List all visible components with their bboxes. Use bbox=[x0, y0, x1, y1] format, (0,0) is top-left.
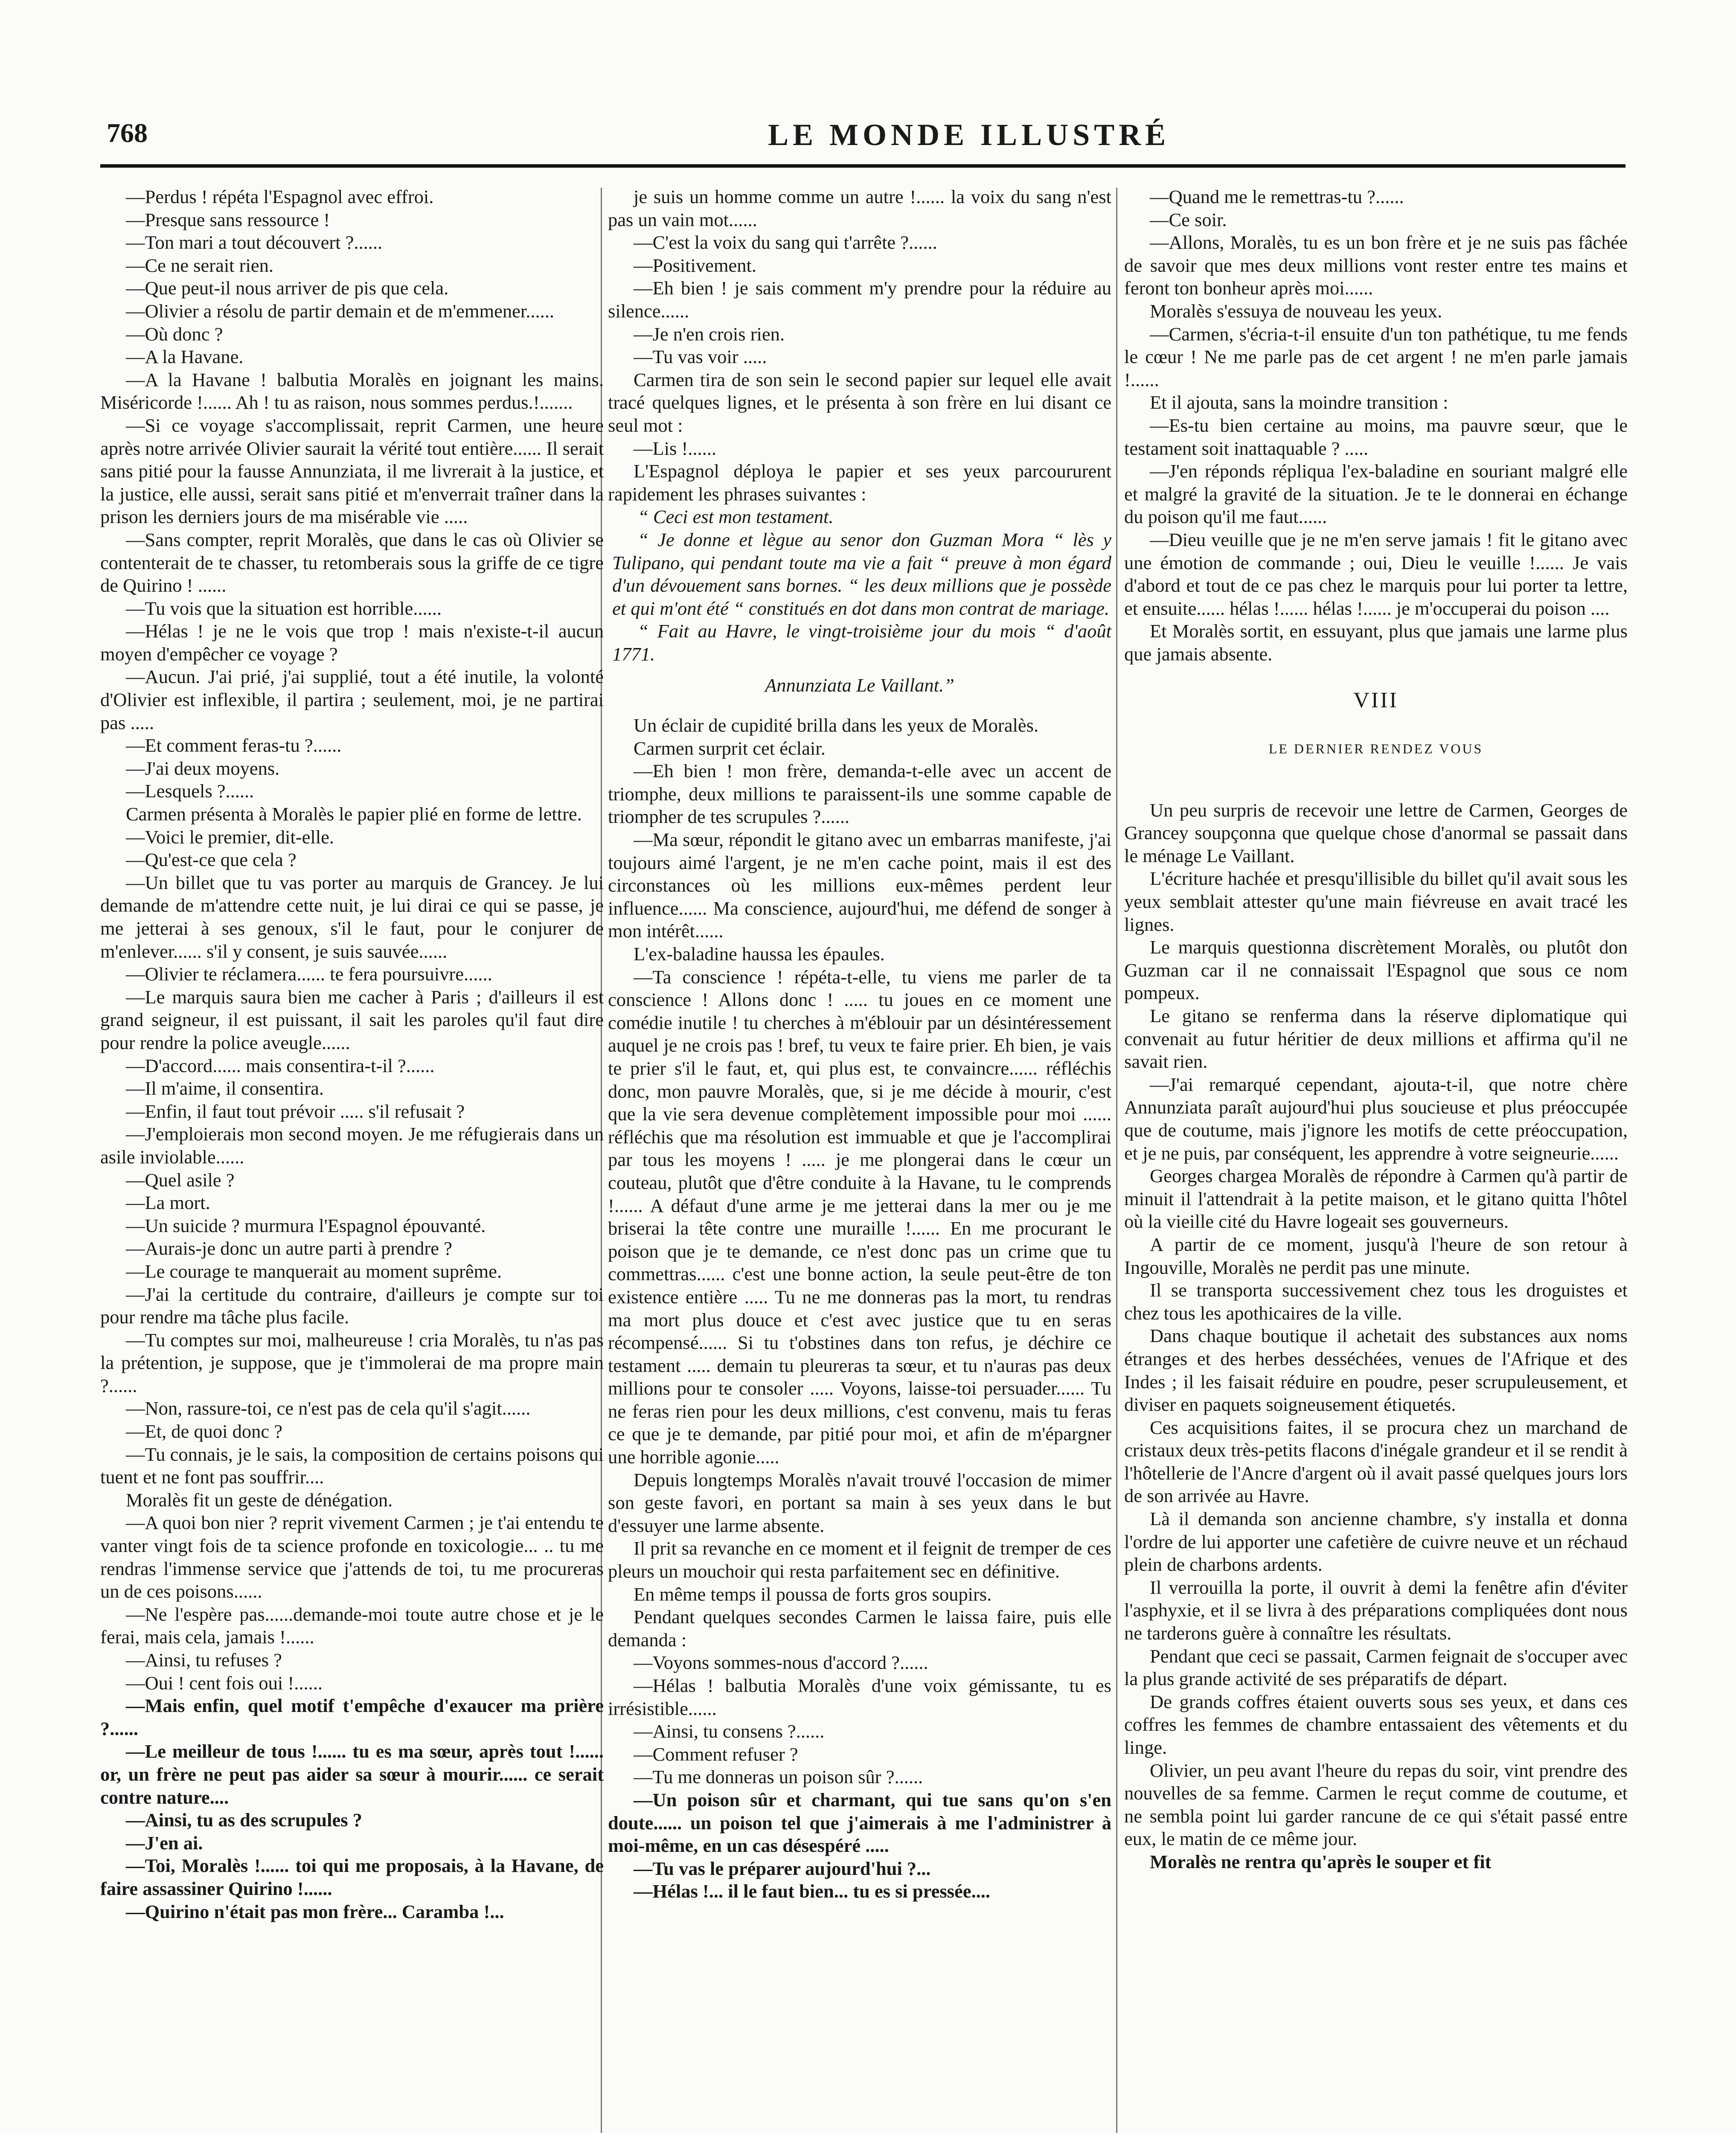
paragraph: —Mais enfin, quel motif t'empêche d'exaucer ma prière ?...... bbox=[100, 1695, 604, 1739]
paragraph: Carmen surprit cet éclair. bbox=[634, 737, 826, 759]
page-number: 768 bbox=[107, 118, 148, 148]
paragraph: —D'accord...... mais consentira-t-il ?...... bbox=[126, 1055, 435, 1076]
paragraph: —Tu vas voir ..... bbox=[634, 346, 767, 368]
paragraph: “ Ceci est mon testament. bbox=[638, 506, 834, 528]
testament-signature: Annunziata Le Vaillant.” bbox=[765, 674, 954, 696]
paragraph: —Voici le premier, dit-elle. bbox=[126, 826, 334, 848]
paragraph: Moralès fit un geste de dénégation. bbox=[126, 1489, 393, 1511]
paragraph: Un peu surpris de recevoir une lettre de Carmen, Georges de Grancey soupçonna que quelque chose d'anormal se passait dans le ménage Le Vaillant. bbox=[1124, 799, 1628, 866]
paragraph: —Quirino n'était pas mon frère... Caramba !... bbox=[126, 1901, 504, 1922]
paragraph: —Je n'en crois rien. bbox=[634, 323, 785, 345]
paragraph: —Le meilleur de tous !...... tu es ma sœur, après tout !...... or, un frère ne peut pas aider sa sœur à mourir...... ce serait contre nature.... bbox=[100, 1741, 604, 1808]
paragraph: Un éclair de cupidité brilla dans les yeux de Moralès. bbox=[634, 715, 1039, 736]
paragraph: —Ce ne serait rien. bbox=[126, 254, 273, 276]
paragraph: “ Fait au Havre, le vingt-troisième jour du mois “ d'août 1771. bbox=[612, 620, 1111, 665]
paragraph: Le gitano se renferma dans la réserve diplomatique qui convenait au futur héritier de deux millions et affirma qu'il ne savait rien. bbox=[1124, 1005, 1628, 1072]
paragraph: —Tu vas le préparer aujourd'hui ?... bbox=[634, 1857, 931, 1879]
paragraph: Il verrouilla la porte, il ouvrit à demi la fenêtre afin d'éviter l'asphyxie, et il se livra à des préparations compliquées dont nous ne tarderons guère à connaître les résultats. bbox=[1124, 1576, 1628, 1644]
paragraph: —Allons, Moralès, tu es un bon frère et je ne suis pas fâchée de savoir que mes deux millions vont rester entre tes mains et feront ton bonheur après moi...... bbox=[1124, 232, 1628, 299]
paragraph: —Olivier a résolu de partir demain et de m'emmener...... bbox=[126, 300, 554, 322]
paragraph: —Carmen, s'écria-t-il ensuite d'un ton pathétique, tu me fends le cœur ! Ne me parle pas de cet argent ! ne m'en parle jamais !...... bbox=[1124, 323, 1628, 390]
paragraph: Le marquis questionna discrètement Moralès, ou plutôt don Guzman car il ne connaissait l'Espagnol que sous ce nom pompeux. bbox=[1124, 936, 1628, 1004]
column-2 bbox=[608, 186, 1111, 1903]
paragraph: Moralès s'essuya de nouveau les yeux. bbox=[1150, 300, 1442, 322]
column-1 bbox=[100, 186, 604, 1923]
paragraph: —Ce soir. bbox=[1150, 209, 1227, 230]
header-rule bbox=[100, 164, 1626, 168]
paragraph: —Ton mari a tout découvert ?...... bbox=[126, 232, 383, 253]
paragraph: —Et, de quoi donc ? bbox=[126, 1421, 283, 1442]
paragraph: —Un billet que tu vas porter au marquis de Grancey. Je lui demande de m'attendre cette nuit, je lui dirai ce qui se passe, je me jetterai à ses genoux, s'il le faut, pour le conjurer de m'enlever...... s'il y consent, je suis sauvée...... bbox=[100, 872, 604, 962]
paragraph: —Où donc ? bbox=[126, 323, 223, 345]
paragraph: —Un poison sûr et charmant, qui tue sans qu'on s'en doute...... un poison tel que j'aimerais à me l'administrer à moi-même, en un cas désespéré ..... bbox=[608, 1789, 1111, 1857]
paragraph: L'écriture hachée et presqu'illisible du billet qu'il avait sous les yeux semblait attester qu'une main fiévreuse en avait tracé les lignes. bbox=[1124, 868, 1628, 935]
paragraph: —J'en réponds répliqua l'ex-baladine en souriant malgré elle et malgré la gravité de la situation. Je te le donnerai en échange du poison qu'il me faut...... bbox=[1124, 460, 1628, 528]
paragraph: —Le courage te manquerait au moment suprême. bbox=[126, 1260, 502, 1282]
paragraph: Olivier, un peu avant l'heure du repas du soir, vint prendre des nouvelles de sa femme. Carmen le reçut comme de coutume, et ne sembla point lui garder rancune de ce qui s'était passé entre eux, le matin de ce même jour. bbox=[1124, 1759, 1628, 1850]
paragraph: —Ma sœur, répondit le gitano avec un embarras manifeste, j'ai toujours aimé l'argent, je ne m'en cache point, mais il est des circonstances où les millions eux-mêmes perdent leur influence...... Ma conscience, aujourd'hui, me défend de songer à mon intérêt...... bbox=[608, 829, 1111, 942]
paragraph: —Quand me le remettras-tu ?...... bbox=[1150, 186, 1404, 207]
paragraph: —Olivier te réclamera...... te fera poursuivre...... bbox=[126, 963, 492, 985]
paragraph: je suis un homme comme un autre !...... la voix du sang n'est pas un vain mot...... bbox=[608, 186, 1111, 230]
paragraph: —Le marquis saura bien me cacher à Paris ; d'ailleurs il est grand seigneur, il est puissant, il sait les paroles qu'il faut dire pour rendre la police aveugle...... bbox=[100, 986, 604, 1053]
paragraph: —Enfin, il faut tout prévoir ..... s'il refusait ? bbox=[126, 1100, 465, 1122]
paragraph: —J'ai remarqué cependant, ajouta-t-il, que notre chère Annunziata paraît aujourd'hui plus soucieuse et plus préoccupée que de coutume, mais j'ignore les motifs de cette préoccupation, et je ne puis, par conséquent, les apprendre à votre seigneurie...... bbox=[1124, 1073, 1628, 1164]
paragraph: —C'est la voix du sang qui t'arrête ?...... bbox=[634, 232, 937, 253]
paragraph: Il se transporta successivement chez tous les droguistes et chez tous les apothicaires de la ville. bbox=[1124, 1279, 1628, 1324]
paragraph: —J'ai deux moyens. bbox=[126, 757, 280, 779]
paragraph: —Tu comptes sur moi, malheureuse ! cria Moralès, tu n'as pas la prétention, je suppose, que je t'immolerai de ma propre main ?...... bbox=[100, 1329, 604, 1396]
paragraph: —Presque sans ressource ! bbox=[126, 209, 330, 230]
paragraph: —Lis !...... bbox=[634, 437, 717, 459]
page-header bbox=[107, 117, 1736, 164]
paragraph: En même temps il poussa de forts gros soupirs. bbox=[634, 1583, 992, 1605]
paragraph: —Voyons sommes-nous d'accord ?...... bbox=[634, 1652, 928, 1674]
testament-quote bbox=[608, 506, 1111, 665]
paragraph: —Tu connais, je le sais, la composition de certains poisons qui tuent et ne font pas souffrir.... bbox=[100, 1443, 604, 1488]
paragraph: —Toi, Moralès !...... toi qui me proposais, à la Havane, de faire assassiner Quirino !...... bbox=[100, 1855, 604, 1899]
paragraph: —Tu vois que la situation est horrible...... bbox=[126, 597, 442, 619]
paragraph: Pendant que ceci se passait, Carmen feignait de s'occuper avec la plus grande activité de ses préparatifs de départ. bbox=[1124, 1645, 1628, 1690]
paragraph: —Un suicide ? murmura l'Espagnol épouvanté. bbox=[126, 1215, 486, 1236]
paragraph: —Si ce voyage s'accomplissait, reprit Carmen, une heure après notre arrivée Olivier saurait la vérité tout entière...... Il serait sans pitié pour la fausse Annunziata, il me livrerait à la justice, et la justice, elle aussi, serait sans pitié et m'enverrait traîner dans la prison les derniers jours de ma misérable vie ..... bbox=[100, 414, 604, 528]
paragraph: L'Espagnol déploya le papier et ses yeux parcoururent rapidement les phrases suivantes : bbox=[608, 460, 1111, 505]
paragraph: Ces acquisitions faites, il se procura chez un marchand de cristaux deux très-petits flacons d'inégale grandeur et il se rendit à l'hôtellerie de l'Ancre d'argent où il avait passé quelques jours lors de son arrivée au Havre. bbox=[1124, 1416, 1628, 1507]
paragraph: —Hélas ! balbutia Moralès d'une voix gémissante, tu es irrésistible...... bbox=[608, 1675, 1111, 1719]
paragraph: Pendant quelques secondes Carmen le laissa faire, puis elle demanda : bbox=[608, 1606, 1111, 1651]
paragraph: —J'emploierais mon second moyen. Je me réfugierais dans un asile inviolable...... bbox=[100, 1123, 604, 1168]
paragraph: —Il m'aime, il consentira. bbox=[126, 1078, 324, 1099]
paragraph: —A la Havane ! balbutia Moralès en joignant les mains. Miséricorde !...... Ah ! tu as raison, nous sommes perdus.!....... bbox=[100, 369, 604, 413]
paragraph: “ Je donne et lègue au senor don Guzman Mora “ lès y Tulipano, qui pendant toute ma vie a fait “ preuve à mon égard d'un dévouement sans bornes. “ les deux millions que je possède et qui m'ont été “ constitués en dot dans mon contrat de mariage. bbox=[612, 529, 1111, 619]
paragraph: —Positivement. bbox=[634, 254, 757, 276]
paragraph: Et Moralès sortit, en essuyant, plus que jamais une larme plus que jamais absente. bbox=[1124, 620, 1628, 665]
paragraph: —Tu me donneras un poison sûr ?...... bbox=[634, 1766, 923, 1788]
paragraph: —Dieu veuille que je ne m'en serve jamais ! fit le gitano avec une émotion de commande ; oui, Dieu le veuille !...... Je vais d'abord et tout de ce pas chez le marquis pour lui porter ta lettre, et ensuite...... hélas !...... hélas !...... je m'occuperai du poison .... bbox=[1124, 529, 1628, 619]
paragraph: Georges chargea Moralès de répondre à Carmen qu'à partir de minuit il l'attendrait à la petite maison, et le gitano quitta l'hôtel où la vieille cité du Havre logeait ses gouverneurs. bbox=[1124, 1165, 1628, 1232]
paragraph: —Ainsi, tu as des scrupules ? bbox=[126, 1809, 362, 1831]
paragraph: —Que peut-il nous arriver de pis que cela. bbox=[126, 277, 449, 299]
paragraph: Dans chaque boutique il achetait des substances aux noms étranges et des herbes desséchées, venues de l'Afrique et des Indes ; il les faisait réduire en poudre, peser scrupuleusement, et diviser en paquets soigneusement étiquetés. bbox=[1124, 1325, 1628, 1415]
paragraph: —Hélas !... il le faut bien... tu es si pressée.... bbox=[634, 1880, 990, 1902]
paragraph: Depuis longtemps Moralès n'avait trouvé l'occasion de mimer son geste favori, en portant sa main à ses yeux dans le but d'essuyer une larme absente. bbox=[608, 1469, 1111, 1536]
paragraph: —Perdus ! répéta l'Espagnol avec effroi. bbox=[126, 186, 434, 207]
paragraph: —A quoi bon nier ? reprit vivement Carmen ; je t'ai entendu te vanter vingt fois de ta science profonde en toxicologie... .. tu me rendras l'immense service que j'attends de toi, tu me procureras un de ces poisons...... bbox=[100, 1512, 604, 1602]
paragraph: —Aurais-je donc un autre parti à prendre ? bbox=[126, 1238, 452, 1259]
paragraph: —Eh bien ! mon frère, demanda-t-elle avec un accent de triomphe, deux millions te paraissent-ils une somme capable de triompher de tes scrupules ?...... bbox=[608, 760, 1111, 828]
paragraph: —Hélas ! je ne le vois que trop ! mais n'existe-t-il aucun moyen d'empêcher ce voyage ? bbox=[100, 620, 604, 665]
paragraph: —Qu'est-ce que cela ? bbox=[126, 849, 297, 871]
paragraph: Carmen présenta à Moralès le papier plié en forme de lettre. bbox=[126, 803, 582, 825]
paragraph: —Lesquels ?...... bbox=[126, 780, 254, 802]
paragraph: —Sans compter, reprit Moralès, que dans le cas où Olivier se contenterait de te chasser, tu retomberais sous la griffe de ce tigre de Quirino ! ...... bbox=[100, 529, 604, 596]
chapter-number: VIII bbox=[1353, 688, 1399, 713]
paragraph: —J'ai la certitude du contraire, d'ailleurs je compte sur toi pour rendre ma tâche plus facile. bbox=[100, 1283, 604, 1328]
paragraph: —Oui ! cent fois oui !...... bbox=[126, 1672, 323, 1694]
paragraph: —Aucun. J'ai prié, j'ai supplié, tout a été inutile, la volonté d'Olivier est inflexible, il partira ; seulement, moi, je ne partirai pas ..... bbox=[100, 666, 604, 733]
paragraph: —A la Havane. bbox=[126, 346, 244, 368]
paragraph: De grands coffres étaient ouverts sous ses yeux, et dans ces coffres les femmes de chambre entassaient des vêtements et du linge. bbox=[1124, 1691, 1628, 1758]
paragraph: —La mort. bbox=[126, 1192, 210, 1214]
column-separator bbox=[1116, 188, 1117, 2133]
paragraph: —Ainsi, tu consens ?...... bbox=[634, 1720, 825, 1742]
paragraph: —Comment refuser ? bbox=[634, 1743, 798, 1765]
paragraph: A partir de ce moment, jusqu'à l'heure de son retour à Ingouville, Moralès ne perdit pas une minute. bbox=[1124, 1233, 1628, 1278]
paragraph: —Es-tu bien certaine au moins, ma pauvre sœur, que le testament soit inattaquable ? ..... bbox=[1124, 414, 1628, 459]
paragraph: —J'en ai. bbox=[126, 1832, 203, 1854]
paragraph: —Ne l'espère pas......demande-moi toute autre chose et je le ferai, mais cela, jamais !...... bbox=[100, 1603, 604, 1648]
paragraph: Et il ajouta, sans la moindre transition : bbox=[1150, 392, 1448, 413]
paragraph: —Eh bien ! je sais comment m'y prendre pour la réduire au silence...... bbox=[608, 277, 1111, 322]
paragraph: Là il demanda son ancienne chambre, s'y installa et donna l'ordre de lui apporter une cafetière de cuivre neuve et un réchaud plein de charbons ardents. bbox=[1124, 1508, 1628, 1575]
paragraph: L'ex-baladine haussa les épaules. bbox=[634, 943, 885, 965]
column-3 bbox=[1124, 186, 1628, 1874]
paragraph: —Ta conscience ! répéta-t-elle, tu viens me parler de ta conscience ! Allons donc ! ..... tu joues en ce moment une comédie inutile ! tu cherches à m'éblouir par un désintéressement auquel je ne crois pas ! bref, tu veux te faire prier. Eh bien, je vais te prier s'il le faut, et, qui plus est, te convaincre...... réfléchis donc, mon pauvre Moralès, que, si je me décide à mourir, c'est que la vie sera devenue complètement impossible pour moi ...... réfléchis que ma résolution est immuable et que je l'accomplirai par tous les moyens ! ..... je me plongerai dans le cœur un couteau, plutôt que d'être conduite à la Havane, tu le comprends !...... A défaut d'une arme je me jetterai dans la mer ou je me briserai la tête contre une muraille !...... En me procurant le poison que je te demande, ce n'est donc pas un crime que tu commettras...... c'est une bonne action, la seule peut-être de ton existence entière ..... Tu ne me donneras pas la mort, tu rendras ma mort plus douce et c'est avec justice que tu en seras récompensé...... Si tu t'obstines dans ton refus, je déchire ce testament ..... demain tu pleureras ta sœur, et tu n'auras pas deux millions pour te consoler ..... Voyons, laisse-toi persuader...... Tu ne feras rien pour les deux millions, c'est convenu, mais tu feras ce que je te demande, par pitié pour moi, et afin de m'épargner une horrible agonie..... bbox=[608, 966, 1111, 1468]
paragraph: Carmen tira de son sein le second papier sur lequel elle avait tracé quelques lignes, et le présenta à son frère en lui disant ce seul mot : bbox=[608, 369, 1111, 436]
paragraph: Moralès ne rentra qu'après le souper et fit bbox=[1150, 1851, 1492, 1872]
paragraph: —Quel asile ? bbox=[126, 1169, 235, 1191]
paragraph: Il prit sa revanche en ce moment et il feignit de tremper de ces pleurs un mouchoir qui resta parfaitement sec en définitive. bbox=[608, 1537, 1111, 1582]
newspaper-title: LE MONDE ILLUSTRÉ bbox=[768, 118, 1170, 152]
chapter-title: LE DERNIER RENDEZ VOUS bbox=[1268, 741, 1483, 757]
paragraph: —Non, rassure-toi, ce n'est pas de cela qu'il s'agit...... bbox=[126, 1398, 531, 1419]
paragraph: —Ainsi, tu refuses ? bbox=[126, 1649, 282, 1671]
paragraph: —Et comment feras-tu ?...... bbox=[126, 735, 342, 756]
